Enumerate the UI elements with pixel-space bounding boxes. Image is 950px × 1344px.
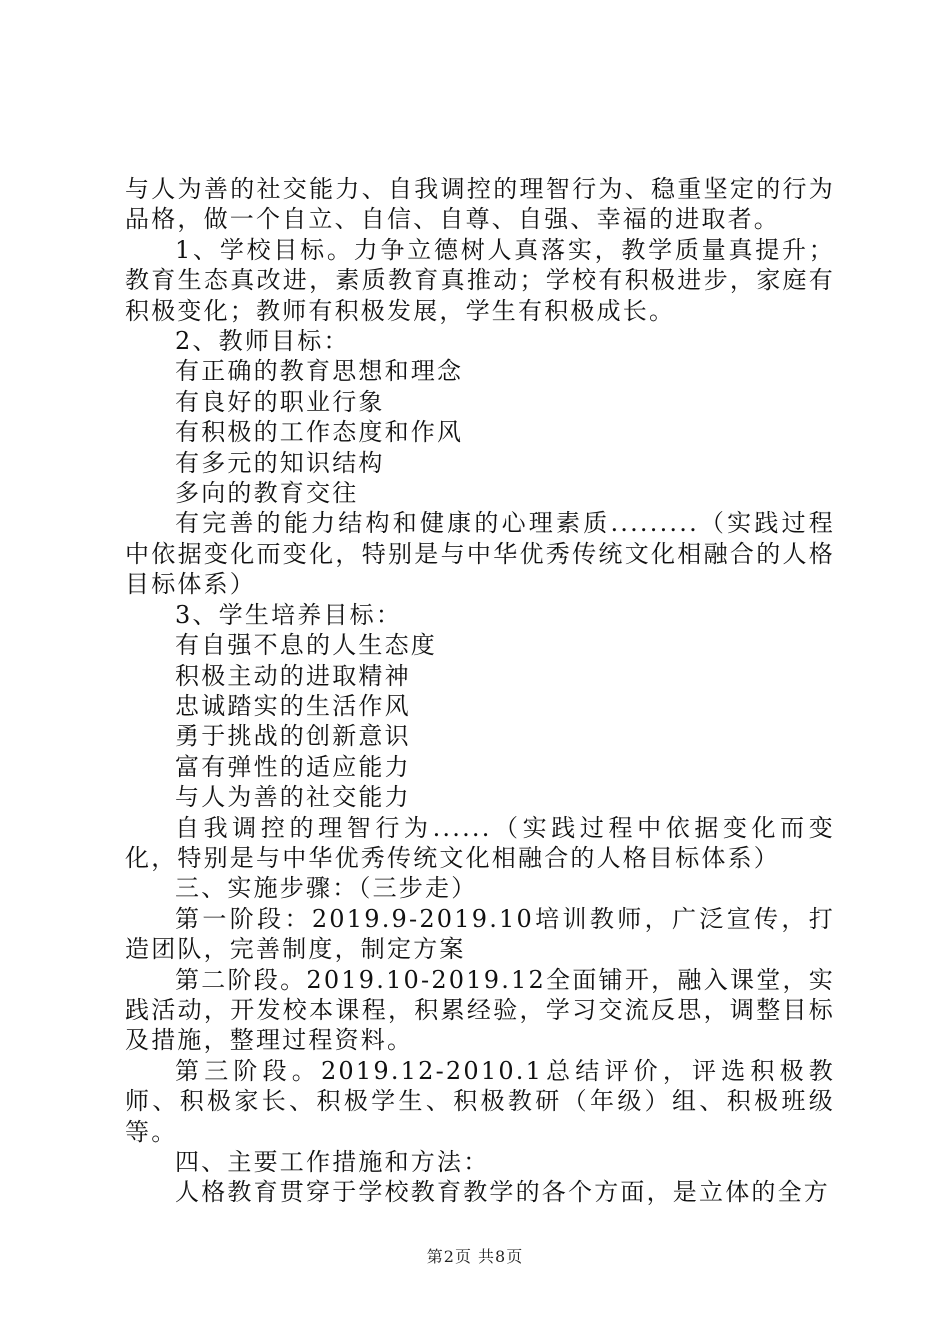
teacher-goal-item: 有多元的知识结构 (175, 448, 385, 477)
teacher-goal-item: 多向的教育交往 (175, 479, 359, 508)
document-body (125, 174, 835, 1208)
student-goal-item: 富有弹性的适应能力 (175, 752, 411, 781)
student-goal-item: 有自强不息的人生态度 (175, 631, 437, 660)
student-goal-item: 与人为善的社交能力 (175, 783, 411, 812)
paragraph-stage-three: 第三阶段。2019.12-2010.1总结评价，评选积极教师、积极家长、积极学生、积极教研（年级）组、积极班级等。 (125, 1056, 835, 1146)
teacher-goal-item: 有正确的教育思想和理念 (175, 357, 464, 386)
heading-student-goal: 3、学生培养目标： (175, 600, 403, 629)
heading-implementation-steps: 三、实施步骤：（三步走） (175, 874, 478, 903)
student-goal-item: 勇于挑战的创新意识 (175, 722, 411, 751)
paragraph-school-goal: 1、学校目标。力争立德树人真落实，教学质量真提升；教育生态真改进，素质教育真推动；学校有积极进步，家庭有积极变化；教师有积极发展，学生有积极成长。 (125, 235, 835, 325)
teacher-goal-item: 有完善的能力结构和健康的心理素质.........（实践过程中依据变化而变化，特别是与中华优秀传统文化相融合的人格目标体系） (125, 509, 835, 599)
teacher-goal-item: 有积极的工作态度和作风 (175, 418, 464, 447)
page-footer: 第2页 共8页 (426, 1247, 524, 1266)
paragraph-measures-intro: 人格教育贯穿于学校教育教学的各个方面，是立体的全方 (175, 1178, 830, 1207)
heading-teacher-goal: 2、教师目标： (175, 327, 350, 356)
student-goal-item: 自我调控的理智行为......（实践过程中依据变化而变化，特别是与中华优秀传统文化相融合的人格目标体系） (125, 813, 835, 872)
paragraph-continuation: 与人为善的社交能力、自我调控的理智行为、稳重坚定的行为品格，做一个自立、自信、自尊、自强、幸福的进取者。 (125, 175, 835, 234)
teacher-goal-item: 有良好的职业行象 (175, 387, 385, 416)
paragraph-stage-two: 第二阶段。2019.10-2019.12全面铺开，融入课堂，实践活动，开发校本课程，积累经验，学习交流反思，调整目标及措施，整理过程资料。 (125, 965, 835, 1055)
student-goal-item: 积极主动的进取精神 (175, 661, 411, 690)
paragraph-stage-one: 第一阶段：2019.9-2019.10培训教师，广泛宣传，打造团队，完善制度，制定方案 (125, 904, 835, 964)
heading-main-measures: 四、主要工作措施和方法： (175, 1148, 490, 1176)
student-goal-item: 忠诚踏实的生活作风 (175, 691, 411, 720)
